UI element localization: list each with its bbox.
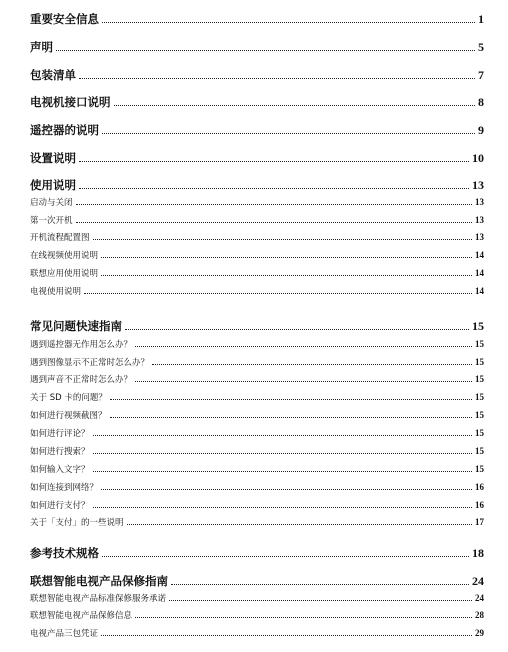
toc-entry-title: 联想智能电视产品标准保修服务承诺 [30,594,167,604]
toc-entry-title: 联想智能电视产品保修信息 [30,611,133,621]
toc-entry-title: 重要安全信息 [30,12,99,26]
dot-leader [84,293,472,294]
toc-entry-title: 电视机接口说明 [30,95,111,109]
toc-subsection-entry[interactable] [30,609,484,621]
toc-entry-title: 参考技术规格 [30,546,99,560]
toc-entry-title: 电视产品三包凭证 [30,629,99,639]
dot-leader [79,78,475,79]
toc-entry-title: 联想智能电视产品保修指南 [30,574,168,588]
dot-leader [169,600,472,601]
toc-entry-title: 如何连接到网络？ [30,483,99,493]
toc-subsection-entry[interactable] [30,338,484,350]
toc-section-entry[interactable] [30,318,484,334]
dot-leader [101,257,472,258]
dot-leader [102,556,469,557]
toc-subsection-entry[interactable] [30,427,484,439]
toc-entry-title: 使用说明 [30,178,76,192]
toc-section-entry[interactable] [30,67,484,83]
dot-leader [102,133,475,134]
dot-leader [93,435,472,436]
toc-entry-title: 第一次开机 [30,216,73,226]
dot-leader [135,617,472,618]
dot-leader [114,105,476,106]
dot-leader [56,50,475,51]
toc-subsection-entry[interactable] [30,499,484,511]
toc-section-entry[interactable] [30,122,484,138]
toc-page-number: 1 [478,12,484,26]
toc-page-number: 13 [475,232,484,242]
toc-entry-title: 启动与关闭 [30,198,73,208]
toc-page-number: 24 [472,574,484,588]
dot-leader [101,489,472,490]
toc-entry-title: 常见问题快速指南 [30,319,122,333]
toc-page-number: 13 [475,215,484,225]
toc-section-entry[interactable] [30,11,484,27]
dot-leader [93,507,472,508]
toc-page-number: 15 [475,410,484,420]
toc-entry-title: 如何进行搜索？ [30,447,90,457]
toc-page-number: 15 [475,374,484,384]
toc-page-number: 5 [478,40,484,54]
toc-page-number: 29 [475,628,484,638]
toc-entry-title: 关于「支付」的一些说明 [30,518,124,528]
dot-leader [93,471,472,472]
dot-leader [93,453,472,454]
dot-leader [101,275,472,276]
toc-subsection-entry[interactable] [30,409,484,421]
toc-page-number: 9 [478,123,484,137]
toc-page-number: 16 [475,482,484,492]
toc-section-entry[interactable] [30,177,484,193]
toc-subsection-entry[interactable] [30,391,484,403]
toc-entry-title: 设置说明 [30,151,76,165]
dot-leader [125,329,469,330]
toc-entry-title: 遇到声音不正常时怎么办？ [30,375,133,385]
dot-leader [102,22,475,23]
toc-page-number: 24 [475,593,484,603]
toc-entry-title: 开机流程配置图 [30,233,90,243]
dot-leader [79,161,469,162]
dot-leader [135,381,472,382]
toc-entry-title: 声明 [30,40,53,54]
toc-page-number: 15 [475,428,484,438]
dot-leader [76,222,472,223]
toc-entry-title: 如何进行支付？ [30,501,90,511]
toc-entry-title: 关于 SD 卡的问题？ [30,393,107,403]
toc-section-entry[interactable] [30,573,484,589]
toc-section-entry[interactable] [30,150,484,166]
toc-page-number: 18 [472,546,484,560]
toc-entry-title: 包装清单 [30,68,76,82]
toc-subsection-entry[interactable] [30,356,484,368]
toc-section-entry[interactable] [30,39,484,55]
toc-page-number: 15 [475,392,484,402]
toc-page-number: 7 [478,68,484,82]
toc-subsection-entry[interactable] [30,231,484,243]
dot-leader [171,584,469,585]
toc-section-entry[interactable] [30,545,484,561]
toc-entry-title: 如何进行视频截图？ [30,411,107,421]
toc-page-number: 17 [475,517,484,527]
dot-leader [79,188,469,189]
toc-subsection-entry[interactable] [30,214,484,226]
dot-leader [76,204,472,205]
toc-subsection-entry[interactable] [30,463,484,475]
toc-page-number: 28 [475,610,484,620]
dot-leader [110,417,472,418]
toc-subsection-entry[interactable] [30,285,484,297]
toc-subsection-entry[interactable] [30,267,484,279]
toc-page-number: 15 [475,446,484,456]
toc-page-number: 15 [475,339,484,349]
toc-entry-title: 联想应用使用说明 [30,269,99,279]
toc-subsection-entry[interactable] [30,627,484,639]
toc-page-number: 13 [475,197,484,207]
dot-leader [110,399,472,400]
toc-page-number: 15 [475,464,484,474]
toc-entry-title: 如何进行评论？ [30,429,90,439]
toc-entry-title: 遇到遥控器无作用怎么办？ [30,340,133,350]
toc-subsection-entry[interactable] [30,373,484,385]
dot-leader [93,239,472,240]
toc-page-number: 15 [475,357,484,367]
dot-leader [127,524,472,525]
toc-page-number: 16 [475,500,484,510]
dot-leader [135,346,472,347]
dot-leader [101,635,472,636]
toc-entry-title: 如何输入文字？ [30,465,90,475]
toc-page-number: 15 [472,319,484,333]
toc-page-number: 10 [472,151,484,165]
dot-leader [152,364,472,365]
toc-subsection-entry[interactable] [30,481,484,493]
toc-page-number: 14 [475,268,484,278]
toc-subsection-entry[interactable] [30,196,484,208]
toc-entry-title: 在线视频使用说明 [30,251,99,261]
toc-entry-title: 电视使用说明 [30,287,82,297]
toc-entry-title: 遇到图像显示不正常时怎么办？ [30,358,150,368]
toc-subsection-entry[interactable] [30,249,484,261]
toc-section-entry[interactable] [30,94,484,110]
toc-page-number: 13 [472,178,484,192]
toc-subsection-entry[interactable] [30,516,484,528]
toc-page-number: 14 [475,286,484,296]
toc-entry-title: 遥控器的说明 [30,123,99,137]
toc-page-number: 14 [475,250,484,260]
toc-subsection-entry[interactable] [30,592,484,604]
toc-subsection-entry[interactable] [30,445,484,457]
toc-page-number: 8 [478,95,484,109]
